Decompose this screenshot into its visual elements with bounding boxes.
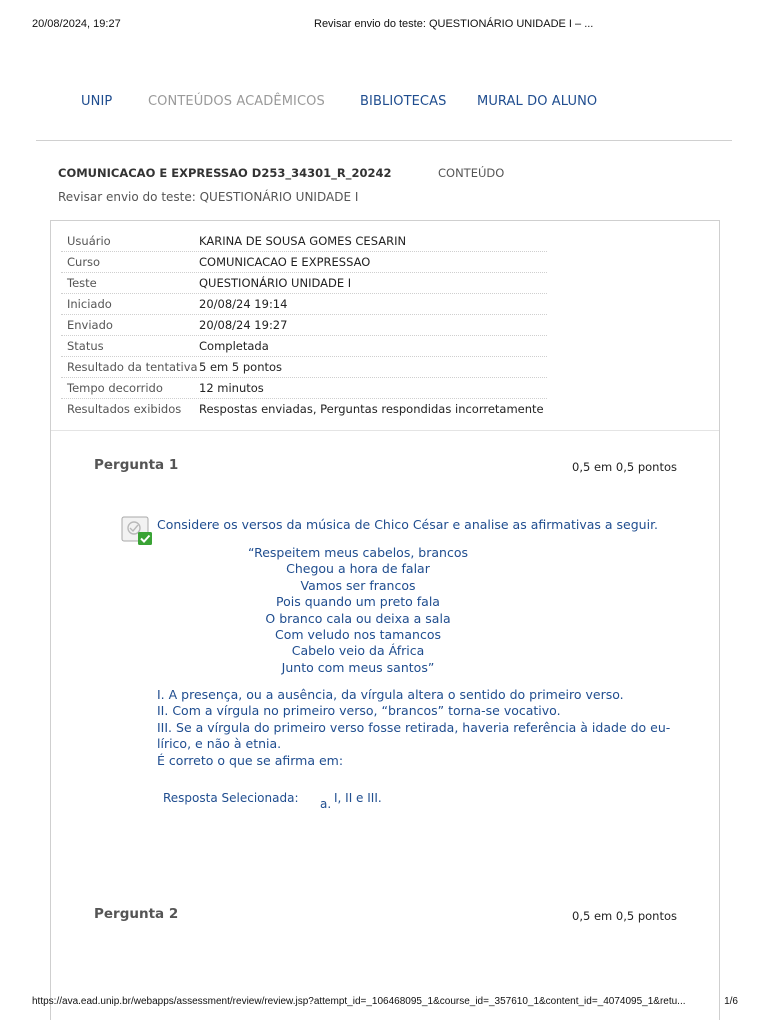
top-navigation bbox=[36, 90, 732, 141]
question-1-prompt: Considere os versos da música de Chico César e analise as afirmativas a seguir. bbox=[157, 517, 659, 532]
question-1-title: Pergunta 1 bbox=[94, 457, 179, 473]
info-value: COMUNICACAO E EXPRESSAO bbox=[199, 255, 371, 269]
info-label: Resultados exibidos bbox=[67, 402, 182, 416]
nav-bibliotecas[interactable]: BIBLIOTECAS bbox=[360, 94, 447, 109]
info-value: Respostas enviadas, Perguntas respondidas incorretamente bbox=[199, 402, 544, 416]
print-url: https://ava.ead.unip.br/webapps/assessment/review/review.jsp?attempt_id=_106468095_1&course_id=_357610_1&content_id=_4074095_1&retu... bbox=[32, 996, 686, 1007]
breadcrumb: Revisar envio do teste: QUESTIONÁRIO UNIDADE I bbox=[58, 190, 359, 204]
info-row-resultado bbox=[61, 357, 547, 378]
statement-line: II. Com a vírgula no primeiro verso, “brancos” torna-se vocativo. bbox=[157, 703, 561, 719]
statement-line: III. Se a vírgula do primeiro verso fosse retirada, haveria referência à idade do eu- bbox=[157, 719, 671, 735]
question-1-score: 0,5 em 0,5 pontos bbox=[572, 460, 677, 474]
question-1-statements bbox=[157, 687, 671, 769]
attempt-info-table bbox=[61, 231, 547, 419]
info-value: Completada bbox=[199, 339, 269, 353]
statement-line: É correto o que se afirma em: bbox=[157, 752, 344, 768]
info-label: Curso bbox=[67, 255, 101, 269]
info-row-status bbox=[61, 336, 547, 357]
verse-line: Chegou a hora de falar bbox=[286, 561, 430, 577]
verse-line: Cabelo veio da África bbox=[291, 643, 425, 659]
print-header bbox=[32, 14, 736, 34]
info-row-teste bbox=[61, 273, 547, 294]
print-datetime: 20/08/2024, 19:27 bbox=[32, 18, 121, 30]
info-value: KARINA DE SOUSA GOMES CESARIN bbox=[199, 234, 407, 248]
nav-unip[interactable]: UNIP bbox=[81, 94, 113, 109]
print-footer bbox=[32, 996, 744, 1010]
print-page-title: Revisar envio do teste: QUESTIONÁRIO UNIDADE I – ... bbox=[314, 18, 594, 30]
divider bbox=[51, 430, 719, 431]
info-value: QUESTIONÁRIO UNIDADE I bbox=[199, 276, 352, 290]
verse-line: O branco cala ou deixa a sala bbox=[265, 610, 451, 626]
selected-answer-text: I, II e III. bbox=[334, 791, 382, 805]
selected-answer-label: Resposta Selecionada: bbox=[163, 791, 299, 805]
info-value: 12 minutos bbox=[199, 381, 264, 395]
info-row-curso bbox=[61, 252, 547, 273]
review-panel bbox=[50, 220, 720, 1020]
correct-answer-icon bbox=[121, 516, 153, 546]
info-label: Iniciado bbox=[67, 297, 112, 311]
info-label: Enviado bbox=[67, 318, 113, 332]
info-value: 20/08/24 19:27 bbox=[199, 318, 288, 332]
verse-line: Com veludo nos tamancos bbox=[275, 627, 441, 643]
nav-mural-do-aluno[interactable]: MURAL DO ALUNO bbox=[477, 94, 598, 109]
nav-conteudos-academicos[interactable]: CONTEÚDOS ACADÊMICOS bbox=[148, 94, 325, 109]
info-label: Status bbox=[67, 339, 104, 353]
info-label: Teste bbox=[67, 276, 97, 290]
verse-line: Junto com meus santos” bbox=[281, 659, 435, 675]
verse-line: Vamos ser francos bbox=[300, 577, 416, 593]
selected-answer-letter: a. bbox=[320, 797, 332, 811]
print-page-number: 1/6 bbox=[724, 996, 738, 1007]
info-row-iniciado bbox=[61, 294, 547, 315]
course-title[interactable]: COMUNICACAO E EXPRESSAO D253_34301_R_20242 bbox=[58, 166, 392, 180]
info-row-tempo bbox=[61, 378, 547, 399]
info-row-usuario bbox=[61, 231, 547, 252]
info-value: 20/08/24 19:14 bbox=[199, 297, 288, 311]
course-bar bbox=[58, 166, 708, 186]
question-2-score: 0,5 em 0,5 pontos bbox=[572, 909, 677, 923]
info-label: Resultado da tentativa bbox=[67, 360, 198, 374]
verse-line: “Respeitem meus cabelos, brancos bbox=[248, 545, 468, 560]
statement-line: lírico, e não à etnia. bbox=[157, 736, 282, 752]
course-content-link[interactable]: CONTEÚDO bbox=[438, 166, 505, 180]
statement-line: I. A presença, ou a ausência, da vírgula altera o sentido do primeiro verso. bbox=[157, 687, 624, 702]
verse-line: Pois quando um preto fala bbox=[276, 594, 440, 610]
question-2-title: Pergunta 2 bbox=[94, 906, 179, 922]
info-value: 5 em 5 pontos bbox=[199, 360, 283, 374]
info-row-enviado bbox=[61, 315, 547, 336]
info-row-resultados-exibidos bbox=[61, 399, 547, 419]
info-label: Tempo decorrido bbox=[67, 381, 163, 395]
song-verses bbox=[223, 545, 493, 676]
info-label: Usuário bbox=[67, 234, 111, 248]
